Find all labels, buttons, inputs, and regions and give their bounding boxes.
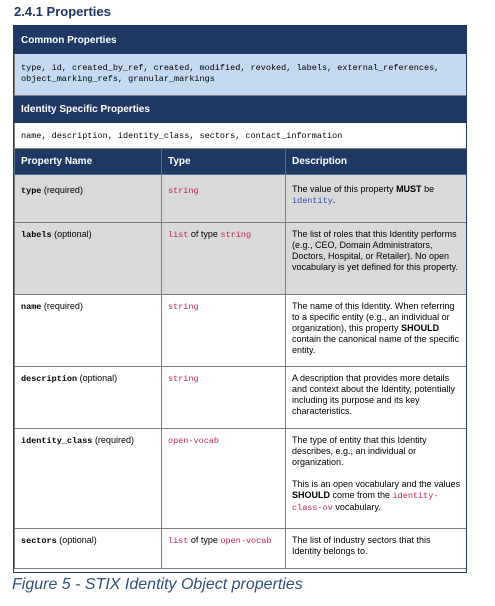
type-value: string: [168, 186, 199, 196]
column-header-description: Description: [286, 149, 468, 175]
property-name: sectors: [21, 536, 57, 546]
description-text: The type of entity that this Identity describes, e.g., an individual or organization.: [292, 435, 427, 467]
type-value: open-vocab: [220, 536, 272, 546]
property-name-cell: [15, 429, 162, 529]
column-header-property-name: Property Name: [15, 149, 162, 175]
column-header-type: Type: [162, 149, 286, 175]
specific-properties-list: name, description, identity_class, sectors, contact_information: [15, 123, 468, 149]
property-description-cell: A description that provides more details and context about the Identity, potentially including its purpose and its key characteristics.: [286, 367, 468, 429]
property-name-cell: [15, 367, 162, 429]
property-name-cell: [15, 295, 162, 367]
property-name-cell: [15, 175, 162, 223]
property-requirement: (required): [43, 301, 83, 311]
type-value: list: [168, 230, 189, 240]
description-text: vocabulary.: [332, 502, 381, 512]
property-type-cell: [162, 429, 286, 529]
property-description-cell: [286, 429, 468, 529]
type-value: string: [220, 230, 252, 240]
table-row: [15, 175, 468, 223]
properties-table: [13, 25, 467, 573]
property-name: name: [21, 302, 42, 312]
property-requirement: (required): [94, 435, 134, 445]
specific-properties-header: Identity Specific Properties: [15, 96, 468, 123]
common-properties-header: Common Properties: [15, 27, 468, 54]
type-connector: of type: [188, 229, 221, 239]
property-requirement: (required): [43, 185, 83, 195]
table-row: [15, 429, 468, 529]
table-row: [15, 367, 468, 429]
description-text: This is an open vocabulary and the values: [292, 479, 461, 489]
table-row: [15, 529, 468, 569]
property-description-cell: The list of industry sectors that this Identity belongs to.: [286, 529, 468, 569]
table-row: [15, 223, 468, 295]
type-value: list: [168, 536, 189, 546]
keyword-must: MUST: [396, 184, 422, 194]
property-description-cell: [286, 175, 468, 223]
type-value: open-vocab: [168, 436, 220, 446]
property-type-cell: [162, 223, 286, 295]
property-name: identity_class: [21, 436, 93, 446]
property-type-cell: [162, 529, 286, 569]
section-number: 2.4.1: [14, 4, 43, 19]
description-text: The value of this property: [292, 184, 397, 194]
description-text: contain the canonical name of the specific entity.: [292, 334, 460, 355]
property-name: labels: [21, 230, 52, 240]
keyword-should: SHOULD: [401, 323, 440, 333]
description-text: be: [421, 184, 435, 194]
description-text: come from the: [330, 490, 393, 500]
property-type-cell: [162, 295, 286, 367]
section-heading: [14, 4, 111, 19]
type-value: string: [168, 302, 199, 312]
property-type-cell: [162, 175, 286, 223]
type-value: string: [168, 374, 199, 384]
table-row: [15, 295, 468, 367]
property-description-cell: The list of roles that this Identity performs (e.g., CEO, Domain Administrators, Doctors, Hospital, or Retailer). No open vocabulary is yet defined for this property.: [286, 223, 468, 295]
column-header-row: [15, 149, 468, 175]
property-name-cell: [15, 529, 162, 569]
property-name-cell: [15, 223, 162, 295]
property-requirement: (optional): [54, 229, 92, 239]
common-properties-list: type, id, created_by_ref, created, modified, revoked, labels, external_references, object_marking_refs, granular_markings: [15, 54, 468, 96]
description-text: .: [332, 195, 336, 205]
property-description-cell: [286, 295, 468, 367]
keyword-should: SHOULD: [292, 490, 330, 500]
property-requirement: (optional): [79, 373, 118, 383]
property-name: type: [21, 186, 42, 196]
property-requirement: (optional): [59, 535, 97, 545]
type-connector: of type: [188, 535, 221, 545]
property-type-cell: [162, 367, 286, 429]
figure-caption: Figure 5 - STIX Identity Object properties: [12, 576, 303, 593]
code-value: identity: [292, 196, 333, 206]
property-name: description: [21, 374, 78, 384]
vocabulary-reference: identity-class-ov: [292, 491, 439, 513]
description-text: The name of this Identity. When referring to a specific entity (e.g., an individual or organization), this property: [292, 301, 455, 333]
section-title: Properties: [46, 4, 111, 19]
